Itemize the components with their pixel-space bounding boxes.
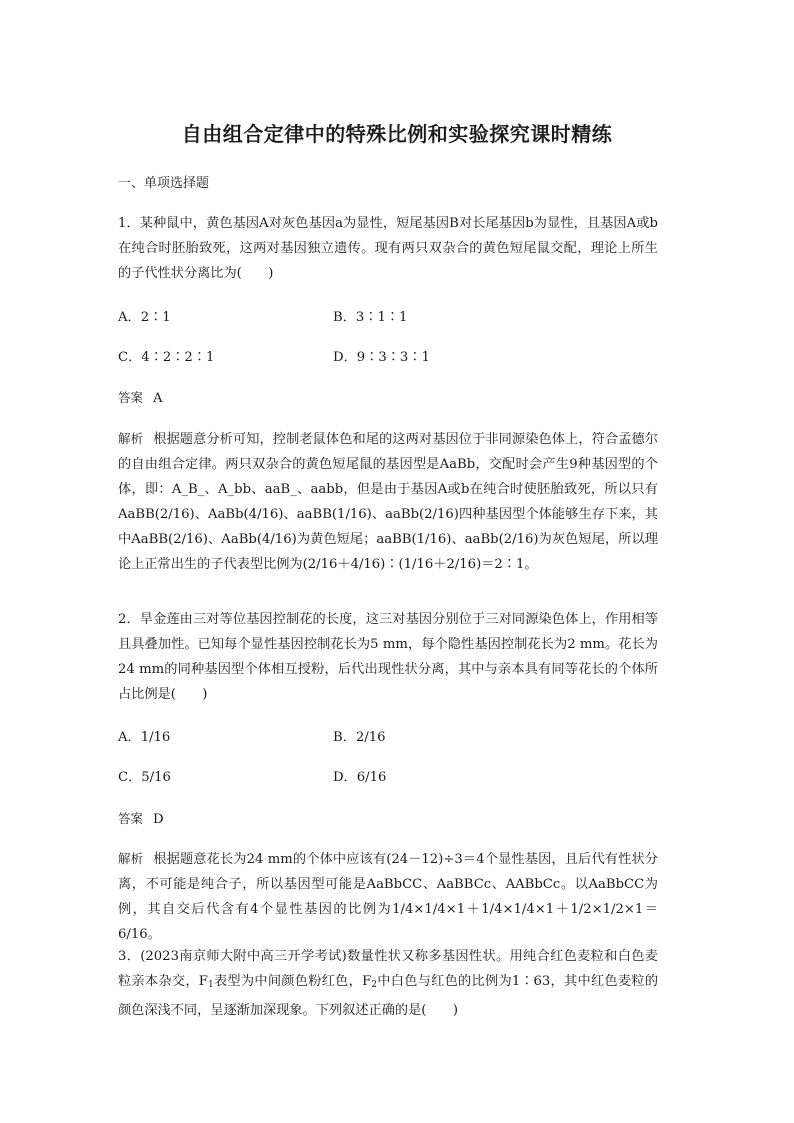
answer-label: 答案	[118, 811, 144, 826]
page-title: 自由组合定律中的特殊比例和实验探究课时精练	[181, 122, 613, 146]
q1-answer	[118, 388, 163, 406]
analysis-text: 根据题意花长为24 mm的个体中应该有(24－12)÷3＝4个显性基因，且后代有性状分离，不可能是纯合子，所以基因型可能是AaBbCC、AaBBCc、AABbCc。以AaBbCC为例，其自交后代含有4个显性基因的比例为1/4×1/4×1＋1/4×1/4×1＋1/2×1/2×1＝6/16。	[118, 852, 658, 942]
q1-option-c: C．4∶2∶2∶1	[118, 350, 215, 365]
answer-label: 答案	[118, 390, 144, 405]
analysis-text: 根据题意分析可知，控制老鼠体色和尾的这两对基因位于非同源染色体上，符合孟德尔的自由组合定律。两只双杂合的黄色短尾鼠的基因型是AaBb，交配时会产生9种基因型的个体，即：A_B_、A_bb、aaB_、aabb，但是由于基因A或b在纯合时使胚胎致死，所以只有AaBB(2/16)、AaBb(4/16)、aaBB(1/16)、aaBb(2/16)四种基因型个体能够生存下来，其中AaBB(2/16)、AaBb(4/16)为黄色短尾；aaBB(1/16)、aaBb(2/16)为灰色短尾，所以理论上正常出生的子代表型比例为(2/16＋4/16)∶(1/16＋2/16)＝2∶1。	[118, 432, 658, 572]
analysis-label: 解析	[118, 851, 144, 866]
q1-option-d: D．9∶3∶3∶1	[333, 350, 430, 365]
section-heading: 一、单项选择题	[118, 176, 210, 191]
q1-analysis	[118, 426, 658, 577]
q2-option-d: D．6/16	[333, 770, 387, 785]
q3-subscript-1: 1	[207, 980, 214, 990]
answer-value: A	[153, 391, 163, 406]
q2-option-a: A．1/16	[118, 730, 171, 745]
q1-option-b: B．3∶1∶1	[333, 310, 408, 325]
q3-stem-part-c: 中白色与红色的比例为1∶63，其中红色麦粒的颜色深浅不同，呈逐渐加深现象。下列叙述正确的是( )	[118, 974, 659, 1018]
question-1-stem: 1．某种鼠中，黄色基因A对灰色基因a为显性，短尾基因B对长尾基因b为显性，且基因A或b在纯合时胚胎致死，这两对基因独立遗传。现有两只双杂合的黄色短尾鼠交配，理论上所生的子代性状分离比为( )	[118, 216, 658, 281]
q3-stem-part-b: 表型为中间颜色粉红色，F	[213, 974, 372, 989]
answer-value: D	[153, 812, 164, 827]
question-2-stem: 2．旱金莲由三对等位基因控制花的长度，这三对基因分别位于三对同源染色体上，作用相等且具叠加性。已知每个显性基因控制花长为5 mm，每个隐性基因控制花长为2 mm。花长为24 mm的同种基因型个体相互授粉，后代出现性状分离，其中与亲本具有同等花长的个体所占比例是( )	[118, 612, 658, 702]
q2-option-b: B．2/16	[333, 730, 386, 745]
q3-subscript-2: 2	[371, 980, 377, 990]
q3-stem-part-a: 3．(2023南京师大附中高三开学考试)数量性状又称多基因性状。用纯合红色麦粒和白色麦粒亲本杂交，F	[118, 949, 658, 989]
question-3-stem	[118, 944, 658, 1023]
q2-analysis	[118, 846, 658, 947]
analysis-label: 解析	[118, 431, 144, 446]
q1-option-a: A．2∶1	[118, 310, 171, 325]
q2-answer	[118, 809, 164, 827]
q2-option-c: C．5/16	[118, 770, 171, 785]
